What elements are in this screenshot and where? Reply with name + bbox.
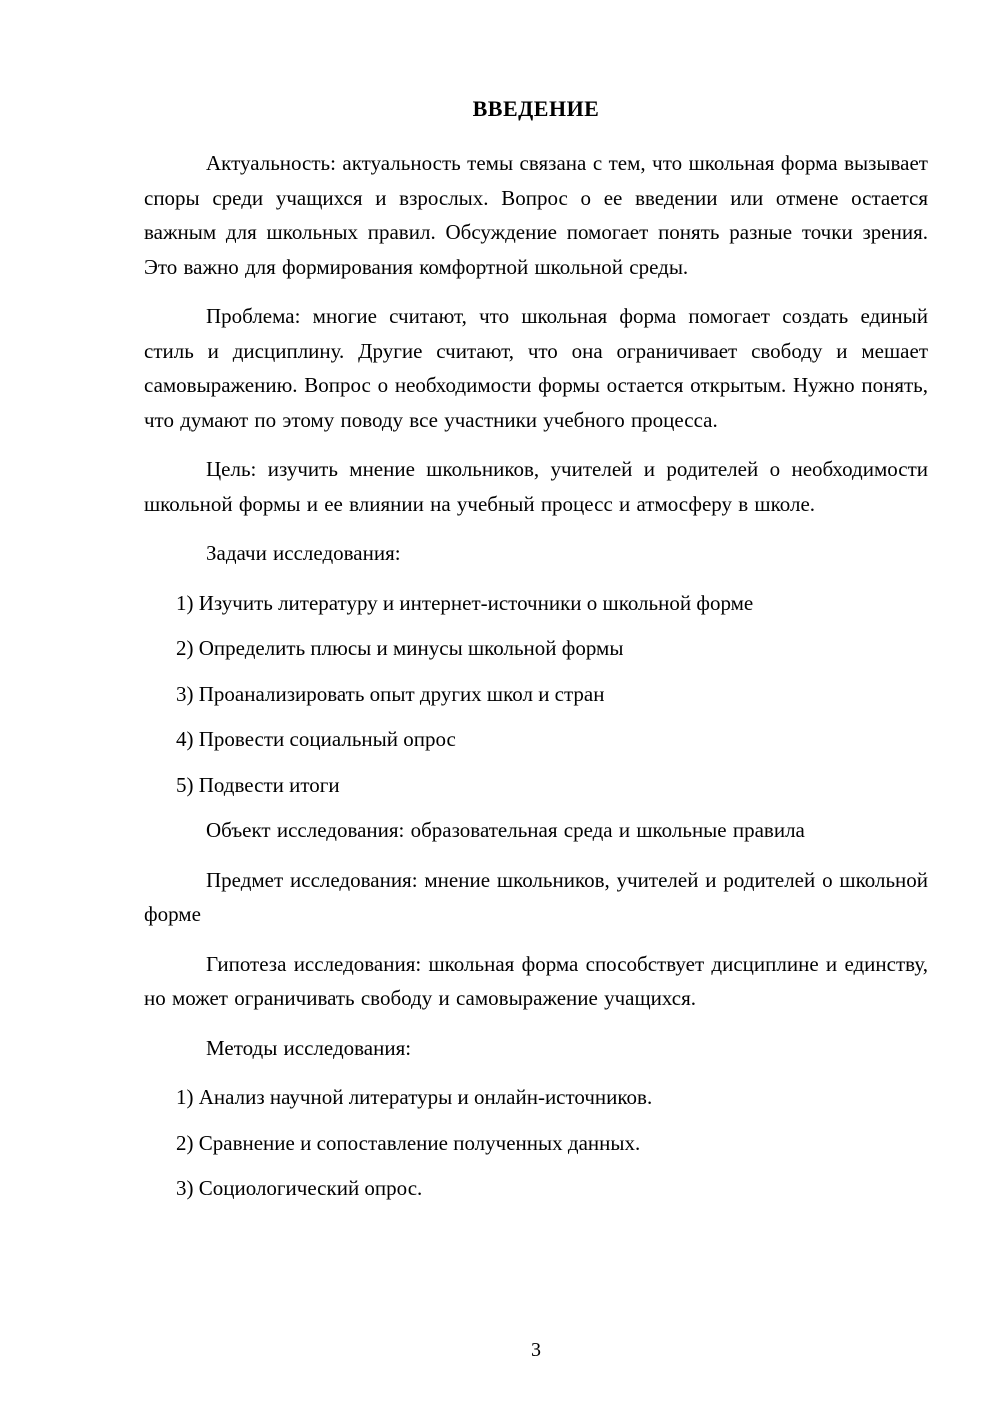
page-number: 3 [531, 1339, 541, 1361]
tasks-heading: Задачи исследования: [206, 541, 401, 565]
task-item: 5) Подвести итоги [176, 772, 340, 797]
tasks-list [144, 586, 928, 803]
method-item: 3) Социологический опрос. [176, 1176, 423, 1200]
methods-heading: Методы исследования: [206, 1035, 412, 1060]
paragraph-gipoteza: Гипотеза исследования: школьная форма способствует дисциплине и единству, но может ограничивать свободу и самовыражение учащихся. [144, 951, 928, 1010]
task-item: 4) Провести социальный опрос [176, 727, 456, 751]
task-item: 1) Изучить литературу и интернет-источники о школьной форме [176, 590, 754, 615]
section-title: ВВЕДЕНИЕ [472, 96, 600, 121]
paragraph-obekt: Объект исследования: образовательная среда и школьные правила [206, 818, 805, 842]
paragraph-problema: Проблема: многие считают, что школьная форма помогает создать единый стиль и дисциплину. Другие считают, что она ограничивает свободу и мешает самовыражению. Вопрос о необходимости формы остается открытым. Нужно понять, что думают по этому поводу все участники учебного процесса. [144, 304, 928, 432]
task-item: 2) Определить плюсы и минусы школьной формы [176, 636, 624, 660]
methods-list [144, 1080, 928, 1206]
method-item: 1) Анализ научной литературы и онлайн-источников. [176, 1085, 653, 1109]
method-item: 2) Сравнение и сопоставление полученных данных. [176, 1130, 641, 1155]
paragraph-tsel: Цель: изучить мнение школьников, учителей и родителей о необходимости школьной формы и ее влиянии на учебный процесс и атмосферу в школе. [144, 457, 928, 516]
task-item: 3) Проанализировать опыт других школ и стран [176, 681, 605, 706]
paragraph-predmet: Предмет исследования: мнение школьников, учителей и родителей о школьной форме [144, 867, 928, 926]
paragraph-aktualnost: Актуальность: актуальность темы связана с тем, что школьная форма вызывает споры среди учащихся и взрослых. Вопрос о ее введении или отмене остается важным для школьных правил. Обсуждение помогает понять разные точки зрения. Это важно для формирования комфортной школьной среды. [144, 151, 928, 279]
